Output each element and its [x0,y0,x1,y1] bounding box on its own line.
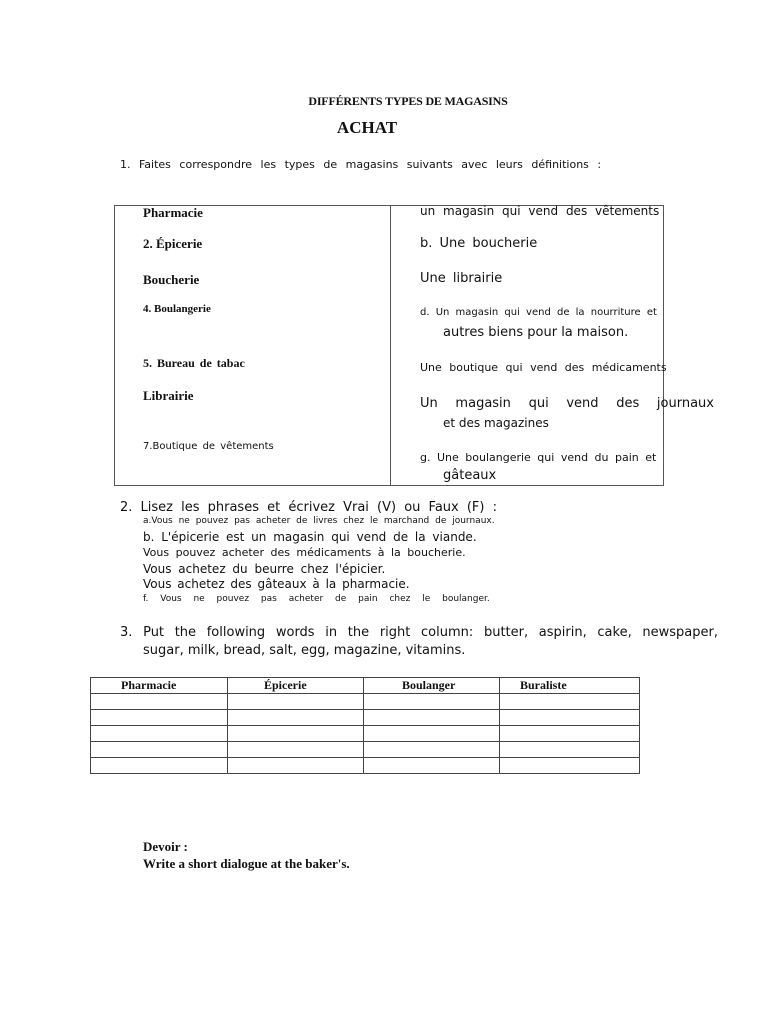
column-header: Pharmacie [91,678,228,694]
answer-cell[interactable] [91,726,228,742]
answer-cell[interactable] [91,710,228,726]
answer-cell[interactable] [364,742,500,758]
answer-cell[interactable] [364,710,500,726]
answer-cell[interactable] [364,694,500,710]
answer-cell[interactable] [500,710,640,726]
answer-cell[interactable] [91,742,228,758]
exercise2-sentence: f. Vous ne pouvez pas acheter de pain chez le boulanger. [143,594,490,604]
definition-item-continued: et des magazines [443,416,549,430]
table-row [91,758,640,774]
table-row [91,694,640,710]
exercise2-sentence: a.Vous ne pouvez pas acheter de livres chez le marchand de journaux. [143,516,495,526]
shop-item: 5. Bureau de tabac [143,356,245,370]
table-row [91,726,640,742]
exercise2-sentence: b. L'épicerie est un magasin qui vend de la viande. [143,530,477,544]
answer-cell[interactable] [500,726,640,742]
column-header: Boulanger [364,678,500,694]
answer-cell[interactable] [228,742,364,758]
definition-item: d. Un magasin qui vend de la nourriture et [420,307,657,318]
shop-item: Boucherie [143,272,200,287]
answer-cell[interactable] [228,758,364,774]
exercise2-sentence: Vous pouvez acheter des médicaments à la boucherie. [143,546,466,559]
matching-table-divider [390,205,391,485]
answer-cell[interactable] [500,742,640,758]
definition-item: g. Une boulangerie qui vend du pain et [420,451,657,464]
homework-label: Devoir : [143,839,188,854]
answer-cell[interactable] [500,758,640,774]
definition-item: un magasin qui vend des vêtements [420,204,660,218]
shop-item: 2. Épicerie [143,236,203,251]
shop-item: Pharmacie [143,205,203,220]
definition-item: Une librairie [420,271,503,286]
exercise2-sentence: Vous achetez du beurre chez l'épicier. [143,562,386,576]
answer-cell[interactable] [91,758,228,774]
column-header: Épicerie [228,678,364,694]
worksheet-title: DIFFÉRENTS TYPES DE MAGASINS [308,94,508,108]
column-header: Buraliste [500,678,640,694]
homework-task: Write a short dialogue at the baker's. [143,856,350,871]
shop-item: 7.Boutique de vêtements [143,441,274,452]
exercise1-instruction: 1. Faites correspondre les types de magasins suivants avec leurs définitions : [120,158,602,171]
exercise3-instruction: 3. Put the following words in the right column: butter, aspirin, cake, newspaper, [120,625,718,640]
answer-cell[interactable] [228,726,364,742]
definition-item: Un magasin qui vend des journaux [420,396,714,411]
exercise3-instruction-continued: sugar, milk, bread, salt, egg, magazine, vitamins. [143,643,466,658]
exercise2-instruction: 2. Lisez les phrases et écrivez Vrai (V) ou Faux (F) : [120,500,497,515]
table-row [91,710,640,726]
answer-cell[interactable] [500,694,640,710]
worksheet-subtitle: ACHAT [336,118,398,137]
answer-cell[interactable] [364,726,500,742]
shop-item: Librairie [143,388,194,403]
sorting-table [90,677,640,774]
answer-cell[interactable] [364,758,500,774]
answer-cell[interactable] [91,694,228,710]
definition-item-continued: autres biens pour la maison. [443,325,629,340]
definition-item: Une boutique qui vend des médicaments [420,361,667,374]
shop-item: 4. Boulangerie [143,303,211,315]
exercise2-sentence: Vous achetez des gâteaux à la pharmacie. [143,577,410,591]
answer-cell[interactable] [228,710,364,726]
table-row [91,742,640,758]
definition-item-continued: gâteaux [443,468,497,483]
answer-cell[interactable] [228,694,364,710]
definition-item: b. Une boucherie [420,236,538,251]
